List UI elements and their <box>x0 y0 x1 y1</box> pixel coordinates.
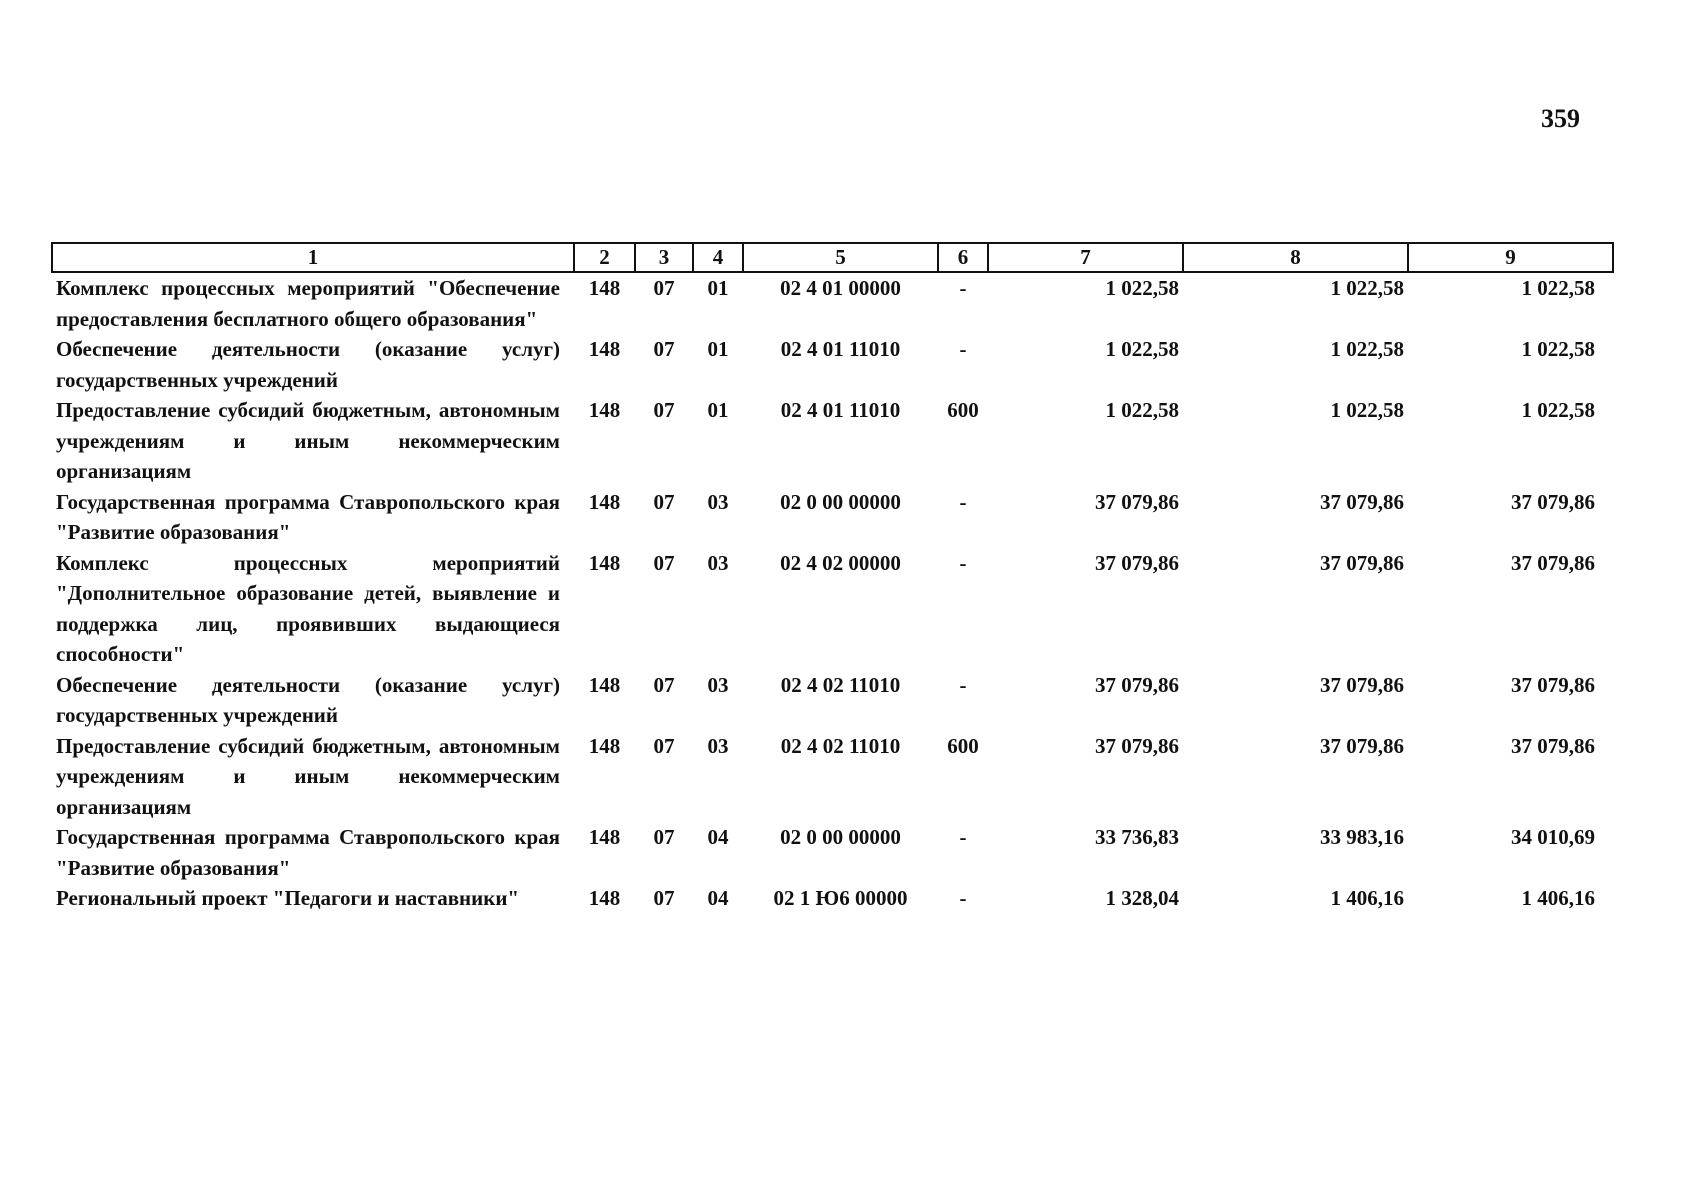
table-row <box>52 395 1613 487</box>
row-col-6: - <box>959 489 967 514</box>
row-col-9: 34 010,69 <box>1511 825 1595 849</box>
row-col-3: 07 <box>653 672 675 697</box>
row-col-3: 07 <box>653 337 675 361</box>
table-row <box>52 883 1613 914</box>
row-col-9: 1 022,58 <box>1521 337 1595 361</box>
page-number: 359 <box>1541 104 1580 133</box>
row-name: Предоставление субсидий бюджетным, автономным учреждениям и иным некоммерческим организациям <box>56 398 560 483</box>
row-col-8: 37 079,86 <box>1320 489 1404 514</box>
row-col-8: 37 079,86 <box>1320 733 1404 758</box>
row-col-7: 37 079,86 <box>1095 672 1179 697</box>
row-name: Обеспечение деятельности (оказание услуг) государственных учреждений <box>56 337 560 392</box>
row-col-2: 148 <box>588 825 621 849</box>
row-col-5: 02 0 00 00000 <box>780 825 901 849</box>
row-col-8: 1 022,58 <box>1330 398 1404 422</box>
header-col-2: 2 <box>574 243 635 272</box>
row-col-4: 03 <box>707 489 729 514</box>
row-col-9: 37 079,86 <box>1511 672 1595 697</box>
row-col-2: 148 <box>588 398 621 422</box>
row-col-2: 148 <box>588 337 621 361</box>
table-row <box>52 272 1613 334</box>
header-col-3: 3 <box>635 243 693 272</box>
row-col-5: 02 4 01 00000 <box>780 276 901 300</box>
row-name: Государственная программа Ставропольского края "Развитие образования" <box>56 489 560 544</box>
row-col-2: 148 <box>588 276 621 300</box>
row-col-3: 07 <box>653 550 675 575</box>
row-col-9: 1 022,58 <box>1521 398 1595 422</box>
row-col-2: 148 <box>588 489 621 514</box>
row-col-7: 1 022,58 <box>1105 276 1179 300</box>
header-col-1: 1 <box>52 243 574 272</box>
header-col-4: 4 <box>693 243 743 272</box>
row-col-7: 37 079,86 <box>1095 733 1179 758</box>
row-col-6: 600 <box>947 398 979 422</box>
row-name: Обеспечение деятельности (оказание услуг) государственных учреждений <box>56 672 560 727</box>
header-col-9: 9 <box>1408 243 1613 272</box>
header-col-8: 8 <box>1183 243 1408 272</box>
table-row <box>52 731 1613 823</box>
row-col-6: - <box>959 672 967 697</box>
row-col-4: 01 <box>707 398 729 422</box>
row-col-8: 33 983,16 <box>1320 825 1404 849</box>
row-col-6: - <box>959 825 967 849</box>
header-col-6: 6 <box>938 243 988 272</box>
row-col-9: 1 022,58 <box>1521 276 1595 300</box>
table-header-row <box>52 243 1613 272</box>
row-col-3: 07 <box>653 276 675 300</box>
row-col-9: 37 079,86 <box>1511 489 1595 514</box>
row-col-4: 01 <box>707 337 729 361</box>
row-col-7: 1 328,04 <box>1105 886 1179 910</box>
row-col-8: 37 079,86 <box>1320 550 1404 575</box>
row-col-3: 07 <box>653 733 675 758</box>
row-col-5: 02 4 02 11010 <box>780 733 901 758</box>
row-col-7: 37 079,86 <box>1095 550 1179 575</box>
row-name: Государственная программа Ставропольского края "Развитие образования" <box>56 825 560 880</box>
budget-table <box>51 242 1614 914</box>
row-col-7: 1 022,58 <box>1105 398 1179 422</box>
row-col-4: 03 <box>707 733 729 758</box>
row-name: Комплекс процессных мероприятий "Обеспечение предоставления бесплатного общего образования" <box>56 276 560 331</box>
row-col-2: 148 <box>588 733 621 758</box>
row-col-9: 37 079,86 <box>1511 733 1595 758</box>
row-col-9: 1 406,16 <box>1521 886 1595 910</box>
row-col-4: 04 <box>707 886 729 910</box>
table-row <box>52 487 1613 548</box>
row-col-4: 03 <box>707 672 729 697</box>
row-col-5: 02 4 02 00000 <box>780 550 901 575</box>
table-row <box>52 822 1613 883</box>
row-name: Предоставление субсидий бюджетным, автономным учреждениям и иным некоммерческим организациям <box>56 733 560 819</box>
row-name: Комплекс процессных мероприятий "Дополнительное образование детей, выявление и поддержка лиц, проявивших выдающиеся способности" <box>56 550 560 666</box>
row-col-4: 03 <box>707 550 729 575</box>
row-col-6: - <box>959 337 967 361</box>
row-col-9: 37 079,86 <box>1511 550 1595 575</box>
row-col-5: 02 4 01 11010 <box>780 398 901 422</box>
row-col-8: 37 079,86 <box>1320 672 1404 697</box>
row-col-5: 02 1 Ю6 00000 <box>773 886 908 910</box>
row-col-4: 01 <box>707 276 729 300</box>
row-col-2: 148 <box>588 550 621 575</box>
row-col-6: - <box>959 276 967 300</box>
row-col-8: 1 406,16 <box>1330 886 1404 910</box>
table-row <box>52 334 1613 395</box>
row-col-6: - <box>959 886 967 910</box>
row-col-7: 37 079,86 <box>1095 489 1179 514</box>
row-col-7: 33 736,83 <box>1095 825 1179 849</box>
row-col-7: 1 022,58 <box>1105 337 1179 361</box>
row-col-8: 1 022,58 <box>1330 337 1404 361</box>
row-col-5: 02 4 01 11010 <box>780 337 901 361</box>
table-row <box>52 548 1613 670</box>
row-col-4: 04 <box>707 825 729 849</box>
row-col-3: 07 <box>653 825 675 849</box>
row-col-3: 07 <box>653 489 675 514</box>
row-col-2: 148 <box>588 672 621 697</box>
row-col-6: 600 <box>947 733 979 758</box>
row-col-2: 148 <box>588 886 621 910</box>
row-col-8: 1 022,58 <box>1330 276 1404 300</box>
row-col-3: 07 <box>653 886 675 910</box>
header-col-5: 5 <box>743 243 938 272</box>
row-col-5: 02 4 02 11010 <box>780 672 901 697</box>
header-col-7: 7 <box>988 243 1183 272</box>
table-row <box>52 670 1613 731</box>
row-col-5: 02 0 00 00000 <box>780 489 901 514</box>
row-col-6: - <box>959 550 967 575</box>
row-name: Региональный проект "Педагоги и наставники" <box>56 886 520 910</box>
row-col-3: 07 <box>653 398 675 422</box>
